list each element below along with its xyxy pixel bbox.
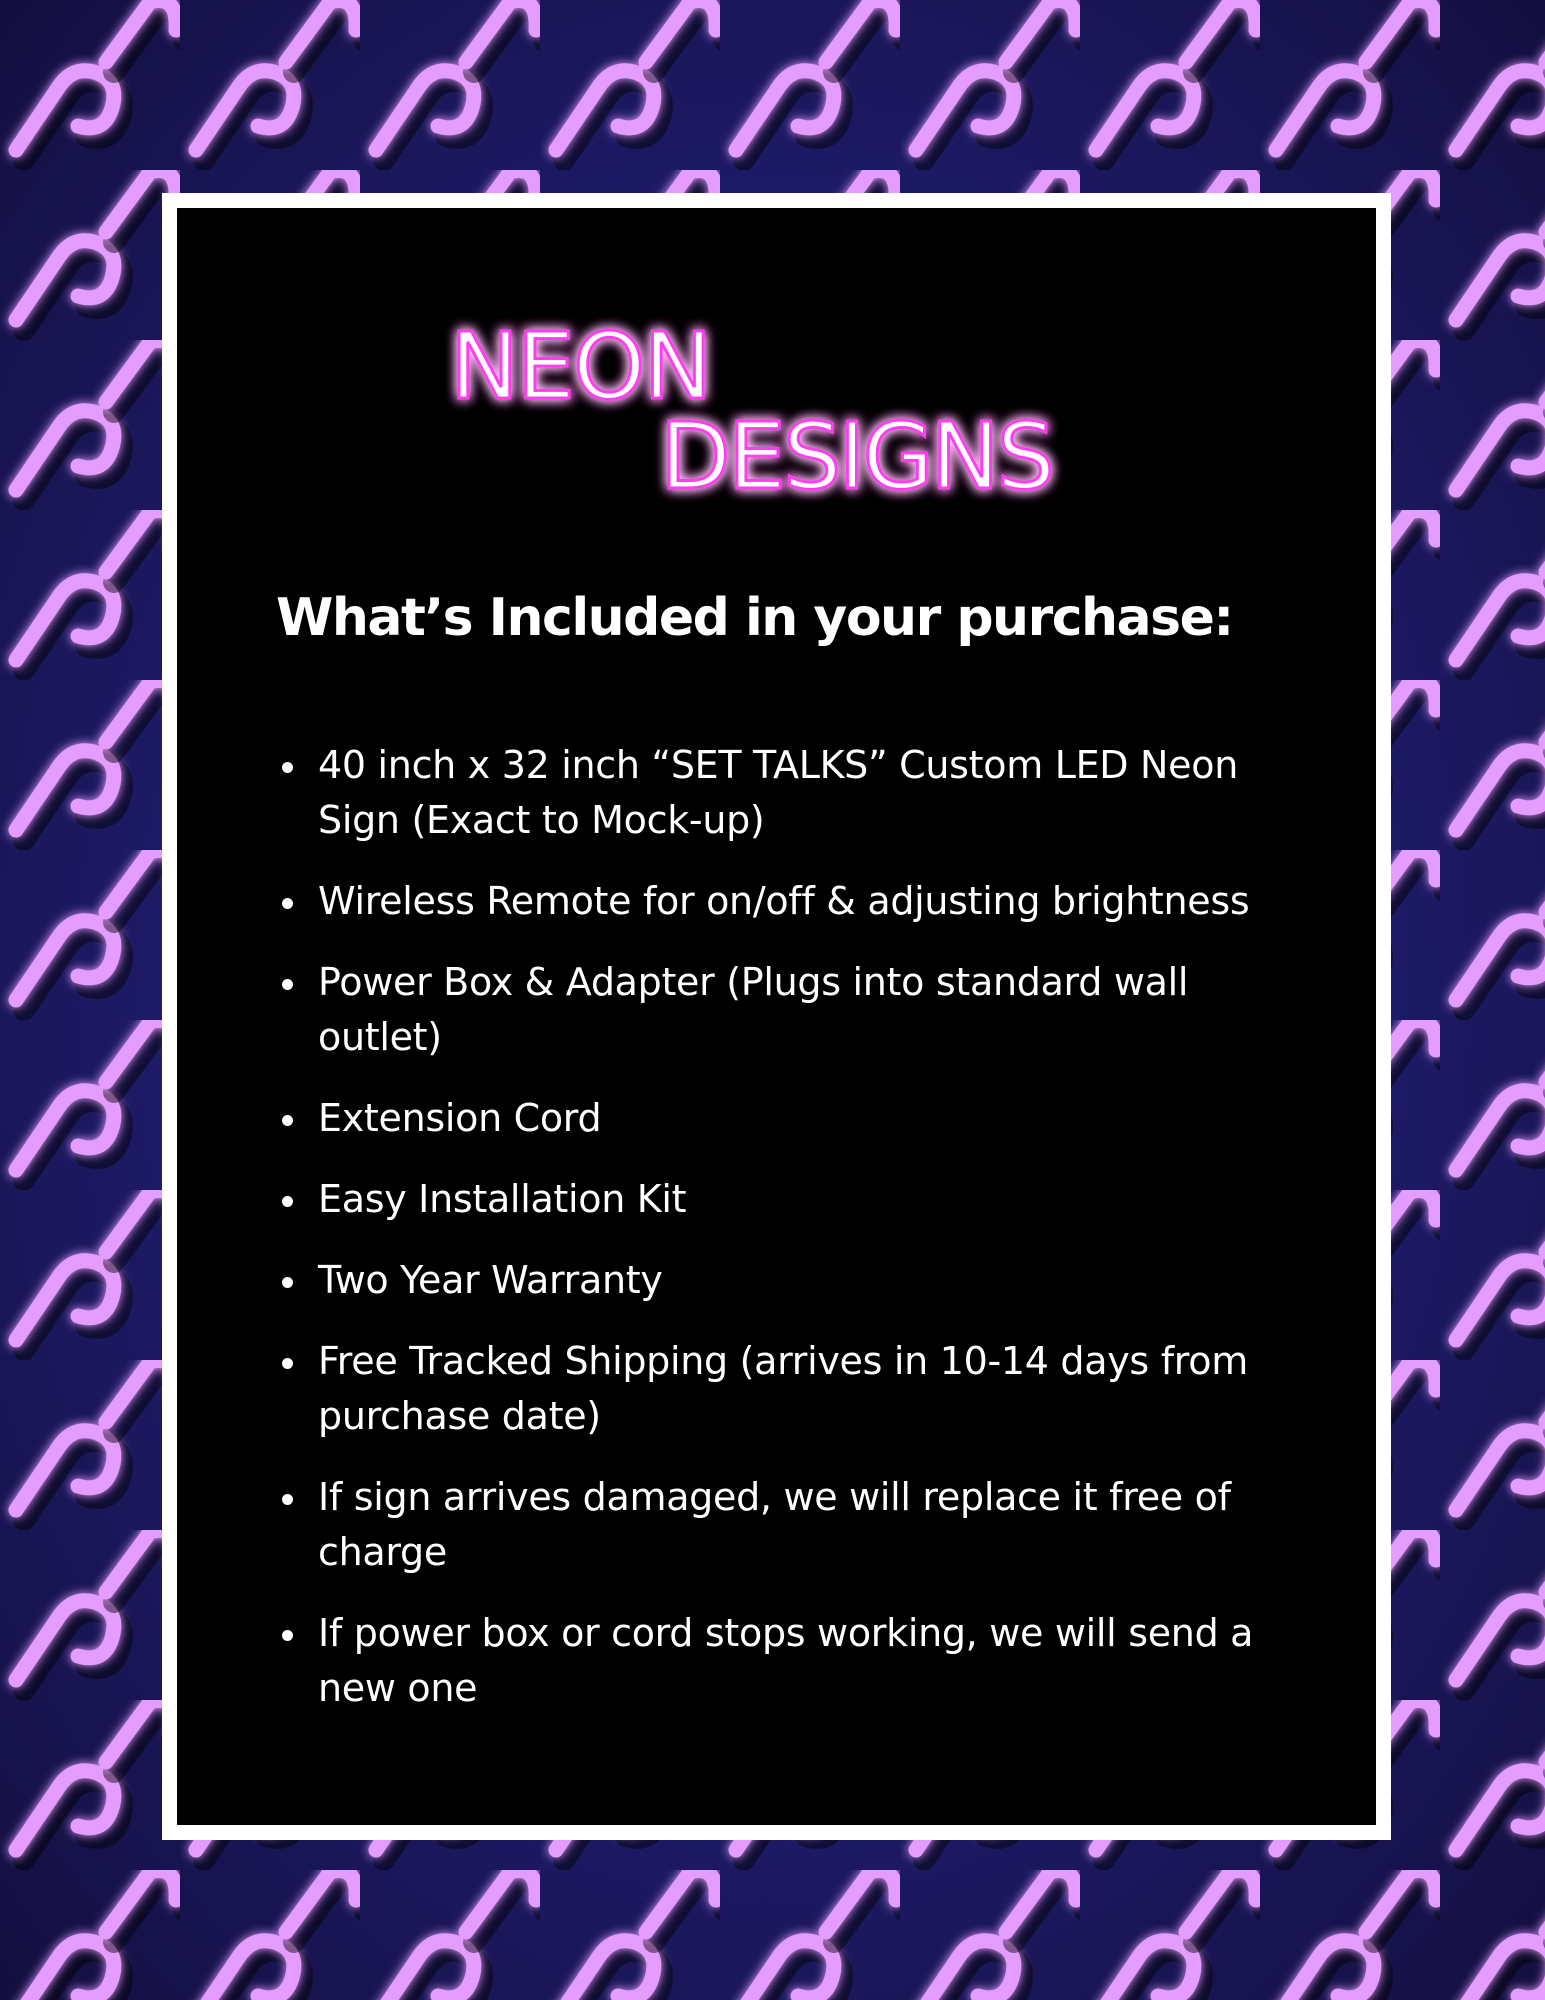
list-item-text: 40 inch x 32 inch “SET TALKS” Custom LED Neon Sign (Exact to Mock-up): [318, 743, 1238, 842]
list-item-text: Extension Cord: [318, 1096, 602, 1140]
list-item-text: Easy Installation Kit: [318, 1177, 687, 1221]
list-item-text: If power box or cord stops working, we will send a new one: [318, 1611, 1254, 1710]
list-item: [276, 1172, 1306, 1227]
list-item: [276, 1334, 1306, 1444]
neon-designs-logo: [430, 290, 1130, 520]
list-item-text: Two Year Warranty: [318, 1258, 663, 1302]
list-item: [276, 1606, 1306, 1716]
bullet-icon: [282, 1494, 293, 1505]
logo-word-designs: DESIGNS: [660, 403, 1053, 510]
list-item-text: Wireless Remote for on/off & adjusting brightness: [318, 879, 1250, 923]
list-item: [276, 1091, 1306, 1146]
list-item: [276, 955, 1306, 1065]
page-heading: What’s Included in your purchase:: [276, 588, 1233, 648]
list-item: [276, 1470, 1306, 1580]
included-items-list: [276, 738, 1306, 1742]
bullet-icon: [282, 979, 293, 990]
list-item-text: Power Box & Adapter (Plugs into standard wall outlet): [318, 960, 1189, 1059]
bullet-icon: [282, 762, 293, 773]
list-item-text: Free Tracked Shipping (arrives in 10-14 days from purchase date): [318, 1339, 1248, 1438]
list-item: [276, 874, 1306, 929]
bullet-icon: [282, 898, 293, 909]
list-item: [276, 738, 1306, 848]
bullet-icon: [282, 1358, 293, 1369]
bullet-icon: [282, 1196, 293, 1207]
bullet-icon: [282, 1115, 293, 1126]
list-item-text: If sign arrives damaged, we will replace it free of charge: [318, 1475, 1231, 1574]
bullet-icon: [282, 1630, 293, 1641]
list-item: [276, 1253, 1306, 1308]
logo-word-neon: NEON: [450, 313, 711, 420]
bullet-icon: [282, 1277, 293, 1288]
